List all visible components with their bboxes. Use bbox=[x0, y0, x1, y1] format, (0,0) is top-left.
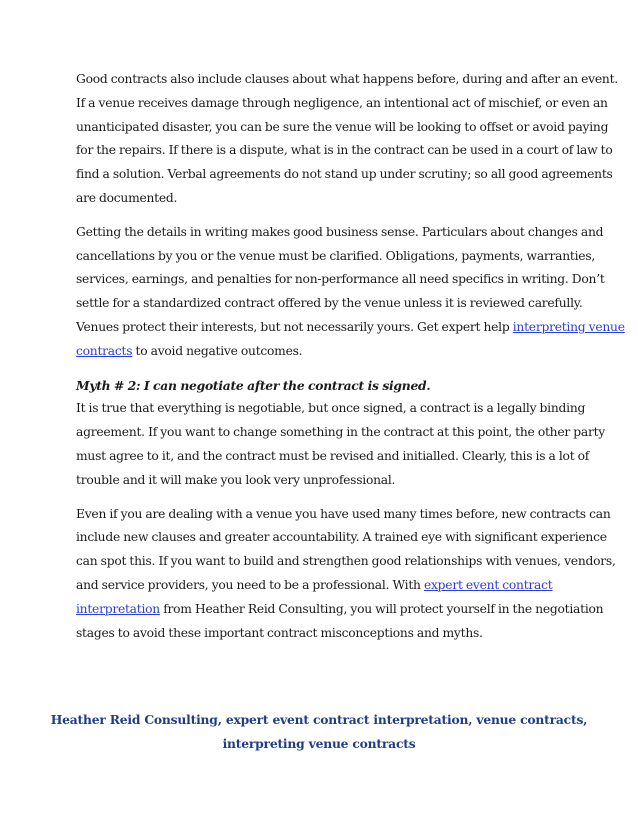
text-segment: and service providers, you need to be a professional. With bbox=[76, 577, 424, 592]
text-line: include new clauses and greater accountability. A trained eye with significant experience bbox=[76, 530, 607, 545]
text-line: for the repairs. If there is a dispute, what is in the contract can be used in a court of law to bbox=[76, 143, 613, 158]
text-line bbox=[76, 340, 568, 364]
paragraph-new-contracts bbox=[76, 503, 616, 646]
text-line bbox=[76, 598, 604, 622]
link-interpreting-venue-contracts-cont[interactable]: contracts bbox=[76, 343, 133, 358]
paragraph-myth-2 bbox=[76, 374, 605, 493]
text-line: unanticipated disaster, you can be sure the venue will be looking to offset or avoid paying bbox=[76, 119, 609, 134]
text-line: find a solution. Verbal agreements do not stand up under scrutiny; so all good agreements bbox=[76, 167, 613, 182]
text-line: settle for a standardized contract offered by the venue unless it is reviewed carefully. bbox=[76, 296, 583, 311]
text-line: can spot this. If you want to build and strengthen good relationships with venues, vendors, bbox=[76, 554, 616, 569]
text-segment: Venues protect their interests, but not necessarily yours. Get expert help bbox=[76, 319, 513, 334]
link-interpreting-venue-contracts[interactable]: interpreting venue bbox=[512, 319, 625, 334]
text-line: must agree to it, and the contract must be revised and initialled. Clearly, this is a lot of bbox=[76, 448, 590, 463]
text-line: Good contracts also include clauses about what happens before, during and after an event. bbox=[76, 72, 618, 86]
footer-line: interpreting venue contracts bbox=[222, 736, 416, 751]
link-expert-event-contract-interpretation[interactable]: expert event contract bbox=[423, 577, 553, 592]
text-line: cancellations by you or the venue must be clarified. Obligations, payments, warranties, bbox=[76, 248, 596, 263]
link-expert-event-contract-interpretation-cont[interactable]: interpretation bbox=[76, 601, 160, 616]
text-line bbox=[76, 574, 568, 598]
text-line: Even if you are dealing with a venue you have used many times before, new contracts can bbox=[76, 506, 611, 521]
text-line: stages to avoid these important contract misconceptions and myths. bbox=[76, 625, 483, 640]
text-segment: from Heather Reid Consulting, you will protect yourself in the negotiation bbox=[159, 601, 604, 616]
text-line: It is true that everything is negotiable, but once signed, a contract is a legally binding bbox=[76, 401, 586, 416]
text-line: trouble and it will make you look very unprofessional. bbox=[76, 472, 396, 487]
paragraph-contract-clauses bbox=[76, 68, 618, 211]
text-line: are documented. bbox=[76, 190, 178, 205]
text-segment: to avoid negative outcomes. bbox=[132, 343, 303, 358]
text-line bbox=[76, 316, 625, 340]
text-line: services, earnings, and penalties for non-performance all need specifics in writing. Don’t bbox=[76, 272, 605, 287]
myth-heading: Myth # 2: I can negotiate after the contract is signed. bbox=[76, 377, 431, 393]
paragraph-details-in-writing bbox=[76, 221, 625, 364]
footer-line: Heather Reid Consulting, expert event contract interpretation, venue contracts, bbox=[50, 712, 588, 727]
text-line: Getting the details in writing makes good business sense. Particulars about changes and bbox=[76, 224, 604, 239]
text-line: If a venue receives damage through negligence, an intentional act of mischief, or even an bbox=[76, 95, 608, 110]
text-line: agreement. If you want to change something in the contract at this point, the other party bbox=[76, 425, 605, 440]
footer-keywords bbox=[0, 708, 638, 756]
